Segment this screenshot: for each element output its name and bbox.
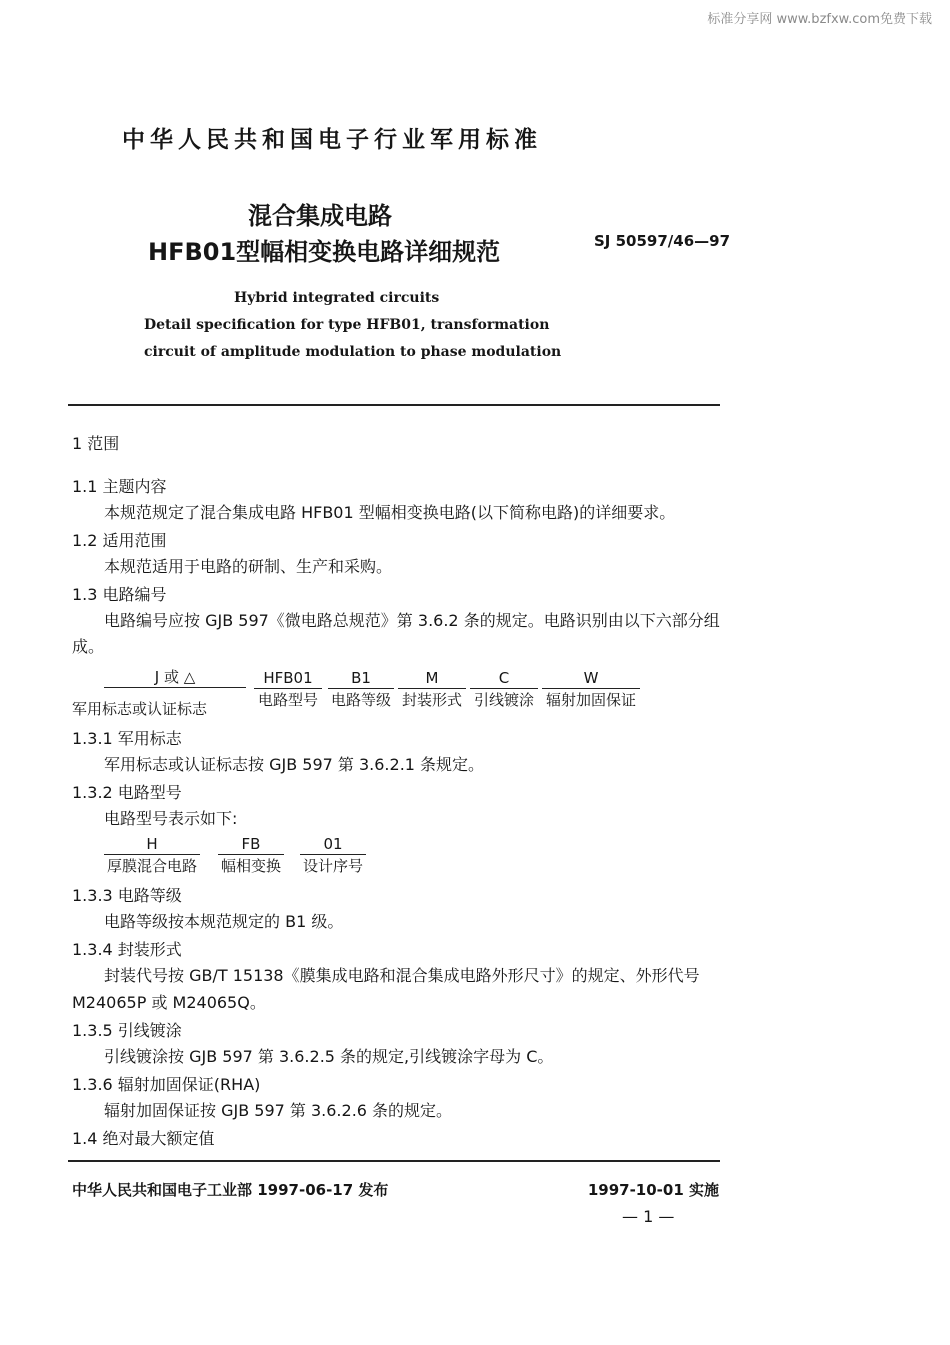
type-code-thick-film: H xyxy=(104,834,200,855)
part-segment-mark xyxy=(104,667,246,688)
section-1-3-heading: 1.3 电路编号 xyxy=(72,585,167,604)
type-segment-thick-film xyxy=(104,834,200,876)
part-label-package: 封装形式 xyxy=(401,691,462,709)
part-code-grade: B1 xyxy=(328,668,394,689)
section-1-2-text: 本规范适用于电路的研制、生产和采购。 xyxy=(104,557,393,576)
part-segment-type xyxy=(254,668,322,710)
part-label-mark: 军用标志或认证标志 xyxy=(72,700,208,718)
part-code-rha: W xyxy=(542,668,640,689)
section-1-heading: 1 范围 xyxy=(72,434,120,453)
section-1-3-5-text: 引线镀涂按 GJB 597 第 3.6.2.5 条的规定,引线镀涂字母为 C。 xyxy=(104,1047,554,1066)
section-1-3-4-text-line-1: 封装代号按 GB/T 15138《膜集成电路和混合集成电路外形尺寸》的规定、外形代号 xyxy=(104,966,700,985)
section-1-3-4-text-line-2: M24065P 或 M24065Q。 xyxy=(72,993,266,1012)
part-code-mark: J 或 △ xyxy=(104,667,246,688)
part-code-type: HFB01 xyxy=(254,668,322,689)
type-segment-design-no xyxy=(300,834,366,876)
type-label-thick-film: 厚膜混合电路 xyxy=(106,857,197,875)
type-segment-function xyxy=(218,834,284,876)
effective-date: 1997-10-01 实施 xyxy=(587,1181,719,1199)
part-segment-rha xyxy=(542,668,640,710)
english-title-line-1: Hybrid integrated circuits xyxy=(234,290,440,306)
page-number: — 1 — xyxy=(622,1207,675,1226)
section-1-3-1-text: 军用标志或认证标志按 GJB 597 第 3.6.2.1 条规定。 xyxy=(104,755,485,774)
type-code-design-no: 01 xyxy=(300,834,366,855)
standard-org: 中华人民共和国电子行业军用标准 xyxy=(122,127,542,153)
part-label-rha: 辐射加固保证 xyxy=(545,691,636,709)
standard-code: SJ 50597/46—97 xyxy=(594,232,731,250)
part-label-grade: 电路等级 xyxy=(330,691,391,709)
section-1-3-text-line-2: 成。 xyxy=(72,637,105,656)
section-1-3-3-heading: 1.3.3 电路等级 xyxy=(72,886,182,905)
english-title-line-3: circuit of amplitude modulation to phase modulation xyxy=(144,344,562,360)
section-1-2-heading: 1.2 适用范围 xyxy=(72,531,167,550)
header-divider xyxy=(68,404,720,406)
part-label-lead-finish: 引线镀涂 xyxy=(473,691,534,709)
section-1-1-heading: 1.1 主题内容 xyxy=(72,477,167,496)
section-1-3-6-heading: 1.3.6 辐射加固保证(RHA) xyxy=(72,1075,261,1094)
section-1-4-heading: 1.4 绝对最大额定值 xyxy=(72,1129,215,1148)
title-line-1: 混合集成电路 xyxy=(248,202,392,230)
section-1-1-text: 本规范规定了混合集成电路 HFB01 型幅相变换电路(以下简称电路)的详细要求。 xyxy=(104,503,676,522)
footer-divider xyxy=(68,1160,720,1162)
section-1-3-2-heading: 1.3.2 电路型号 xyxy=(72,783,182,802)
english-title-line-2: Detail specification for type HFB01, transformation xyxy=(144,317,550,333)
type-code-function: FB xyxy=(218,834,284,855)
part-code-package: M xyxy=(398,668,466,689)
section-1-3-1-heading: 1.3.1 军用标志 xyxy=(72,729,182,748)
type-label-design-no: 设计序号 xyxy=(302,857,363,875)
section-1-3-text-line-1: 电路编号应按 GJB 597《微电路总规范》第 3.6.2 条的规定。电路识别由以下六部分组 xyxy=(104,611,720,630)
watermark-text: 标准分享网 www.bzfxw.com免费下载 xyxy=(707,12,932,27)
issued-by: 中华人民共和国电子工业部 1997-06-17 发布 xyxy=(72,1181,389,1199)
section-1-3-5-heading: 1.3.5 引线镀涂 xyxy=(72,1021,182,1040)
type-label-function: 幅相变换 xyxy=(220,857,281,875)
section-1-3-4-heading: 1.3.4 封装形式 xyxy=(72,940,182,959)
part-segment-lead-finish xyxy=(470,668,538,710)
title-line-2: HFB01型幅相变换电路详细规范 xyxy=(148,238,501,266)
section-1-3-2-text: 电路型号表示如下: xyxy=(104,809,238,828)
part-segment-package xyxy=(398,668,466,710)
part-segment-grade xyxy=(328,668,394,710)
part-code-lead-finish: C xyxy=(470,668,538,689)
part-label-type: 电路型号 xyxy=(257,691,318,709)
section-1-3-6-text: 辐射加固保证按 GJB 597 第 3.6.2.6 条的规定。 xyxy=(104,1101,453,1120)
section-1-3-3-text: 电路等级按本规范规定的 B1 级。 xyxy=(104,912,344,931)
